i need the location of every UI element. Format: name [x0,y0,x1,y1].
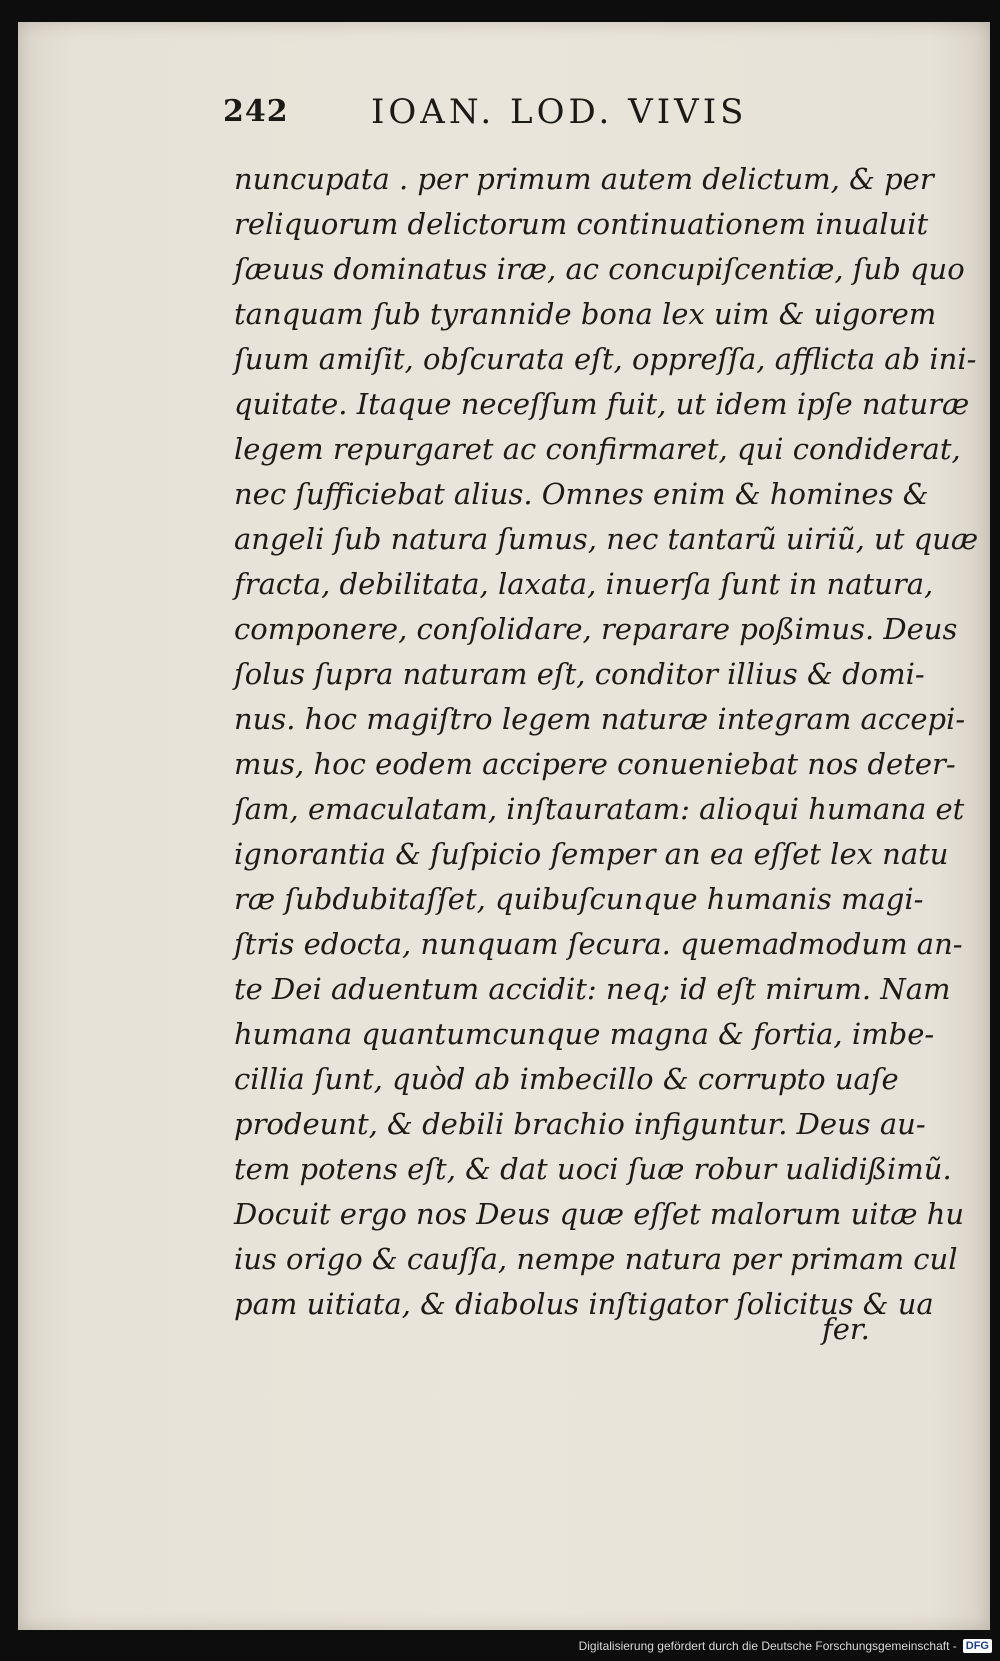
text-line: nuncupata . per primum autem delictum, & per [234,162,934,196]
text-line: ſtris edocta, nunquam ſecura. quemadmodum an- [234,927,963,961]
catchword: fer. [822,1312,870,1346]
credit-text: Digitalisierung gefördert durch die Deutsche Forschungsgemeinschaft - [578,1639,957,1653]
text-line: humana quantumcunque magna & fortia, imbe- [234,1017,935,1051]
text-line: ſuum amiſit, obſcurata eſt, oppreſſa, afflicta ab ini- [234,342,977,376]
text-line: ſolus ſupra naturam eſt, conditor illius & domi- [234,657,925,691]
text-line: nec ſufficiebat alius. Omnes enim & homines & [234,477,929,511]
running-head [223,84,863,140]
text-line: componere, conſolidare, reparare poßimus. Deus [234,612,958,646]
digitization-credit [579,1635,992,1657]
book-page [18,22,990,1630]
text-line: ræ ſubdubitaſſet, quibuſcunque humanis magi- [234,882,924,916]
text-line: ignorantia & ſuſpicio ſemper an ea eſſet lex natu [234,837,949,871]
text-line: reliquorum delictorum continuationem inualuit [234,207,929,241]
running-head-title: IOAN. LOD. VIVIS [371,92,748,132]
text-line: ſam, emaculatam, inſtauratam: alioqui humana et [234,792,965,826]
text-line: ius origo & cauſſa, nempe natura per primam cul [234,1242,958,1276]
text-line: cillia ſunt, quòd ab imbecillo & corrupto uaſe [234,1062,899,1096]
body-text [234,157,979,1327]
dfg-logo: DFG [963,1639,992,1653]
text-line: pam uitiata, & diabolus inſtigator ſolicitus & ua [234,1287,934,1321]
text-line: tem potens eſt, & dat uoci ſuæ robur ualidißimũ. [234,1152,952,1186]
text-line: nus. hoc magiſtro legem naturæ integram accepi- [234,702,966,736]
text-line: angeli ſub natura ſumus, nec tantarũ uiriũ, ut quæ [234,522,979,556]
text-line: fracta, debilitata, laxata, inuerſa ſunt in natura, [234,567,934,601]
text-line: prodeunt, & debili brachio infiguntur. Deus au- [234,1107,926,1141]
text-line: ſæuus dominatus iræ, ac concupiſcentiæ, ſub quo [234,252,965,286]
text-line: quitate. Itaque neceſſum fuit, ut idem ipſe naturæ [234,387,970,421]
text-line: Docuit ergo nos Deus quæ eſſet malorum uitæ hu [234,1197,965,1231]
text-line: tanquam ſub tyrannide bona lex uim & uigorem [234,297,937,331]
text-line: mus, hoc eodem accipere conueniebat nos deter- [234,747,956,781]
text-line: te Dei aduentum accidit: neq; id eſt mirum. Nam [234,972,951,1006]
page-number: 242 [223,94,289,129]
text-line: legem repurgaret ac confirmaret, qui condiderat, [234,432,961,466]
